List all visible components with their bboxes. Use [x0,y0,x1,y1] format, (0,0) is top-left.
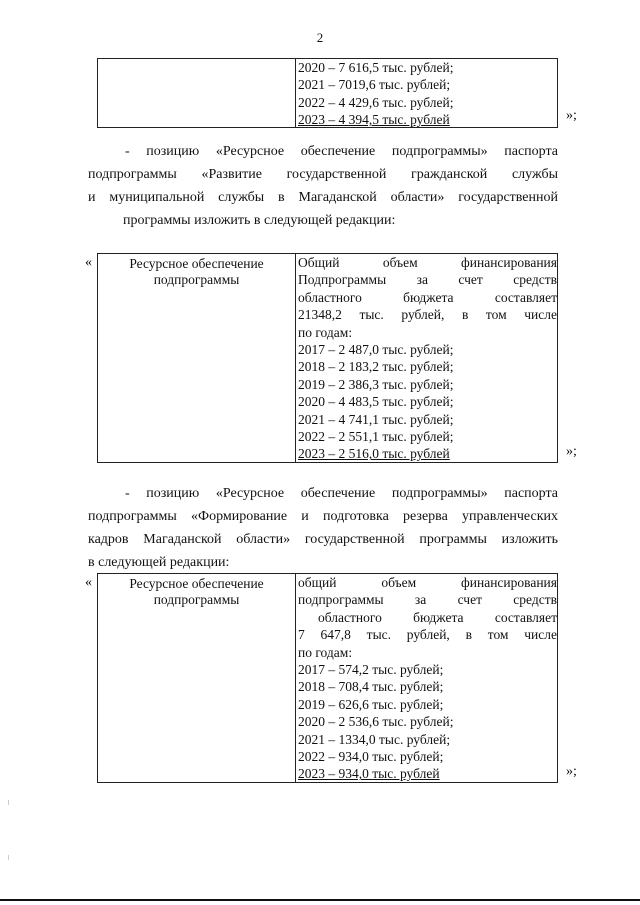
table-line: общий объем финансирования [298,575,557,590]
table-right-cell [296,59,557,127]
resource-table-1 [97,253,558,463]
table-line: 2021 – 4 741,1 тыс. рублей; [298,411,454,427]
table-line: 2021 – 1334,0 тыс. рублей; [298,731,451,747]
table-line: 2023 – 4 394,5 тыс. рублей [298,112,450,128]
instruction-paragraph-1 [88,140,558,232]
table-line: подпрограммы за счет средств [298,592,557,608]
paragraph-line: программы изложить в следующей редакции: [123,213,396,228]
table-left-title: Ресурсное обеспечение подпрограммы [129,256,264,288]
table-line: 2018 – 2 183,2 тыс. рублей; [298,359,454,375]
scan-speck [8,855,9,860]
scan-speck [8,800,9,805]
page-bottom-edge [0,899,640,901]
table-line: 2017 – 574,2 тыс. рублей; [298,662,444,678]
closing-quote: »; [566,108,577,123]
table-line: по годам: [298,644,353,660]
table-line: 2020 – 2 536,6 тыс. рублей; [298,714,454,730]
table-line: Общий объем финансирования [298,255,557,270]
opening-quote: « [85,255,92,270]
table-line: Подпрограммы за счет средств [298,272,557,288]
table-line: областного бюджета составляет [298,289,557,305]
page-number: 2 [316,30,324,45]
table-line: 2020 – 7 616,5 тыс. рублей; [298,60,454,75]
paragraph-line: в следующей редакции: [88,555,230,570]
table-right-cell [296,254,557,462]
paragraph-line: кадров Магаданской области» государственной программы изложить [88,532,558,547]
table-left-title: Ресурсное обеспечение подпрограммы [129,576,264,608]
paragraph-line: - позицию «Ресурсное обеспечение подпрограммы» паспорта [125,486,558,501]
table-line: 21348,2 тыс. рублей, в том числе [298,307,557,323]
table-line: 2021 – 7019,6 тыс. рублей; [298,77,451,93]
table-line: 2017 – 2 487,0 тыс. рублей; [298,342,454,358]
table-line: 2019 – 626,6 тыс. рублей; [298,696,444,712]
table-top-continuation [97,58,558,128]
paragraph-line: и муниципальной службы в Магаданской области» государственной [88,190,558,205]
paragraph-line: - позицию «Ресурсное обеспечение подпрограммы» паспорта [125,144,558,159]
table-line: 2020 – 4 483,5 тыс. рублей; [298,394,454,410]
table-line: 2022 – 2 551,1 тыс. рублей; [298,429,454,445]
resource-table-2 [97,573,558,783]
paragraph-line: подпрограммы «Развитие государственной гражданской службы [88,167,558,182]
table-line: 7 647,8 тыс. рублей, в том числе [298,627,557,643]
closing-quote: »; [566,444,577,459]
instruction-paragraph-2 [88,482,558,574]
paragraph-line: подпрограммы «Формирование и подготовка резерва управленческих [88,509,558,524]
table-line: 2022 – 934,0 тыс. рублей; [298,749,444,765]
table-line: областного бюджета составляет [318,609,557,625]
table-line: 2023 – 2 516,0 тыс. рублей [298,446,450,462]
table-line: 2018 – 708,4 тыс. рублей; [298,679,444,695]
table-line: по годам: [298,324,353,340]
table-left-cell [98,254,296,462]
closing-quote: »; [566,764,577,779]
table-line: 2023 – 934,0 тыс. рублей [298,766,440,782]
opening-quote: « [85,575,92,590]
table-right-cell [296,574,557,782]
table-left-cell [98,59,296,127]
table-line: 2019 – 2 386,3 тыс. рублей; [298,376,454,392]
table-left-cell [98,574,296,782]
table-line: 2022 – 4 429,6 тыс. рублей; [298,94,454,110]
